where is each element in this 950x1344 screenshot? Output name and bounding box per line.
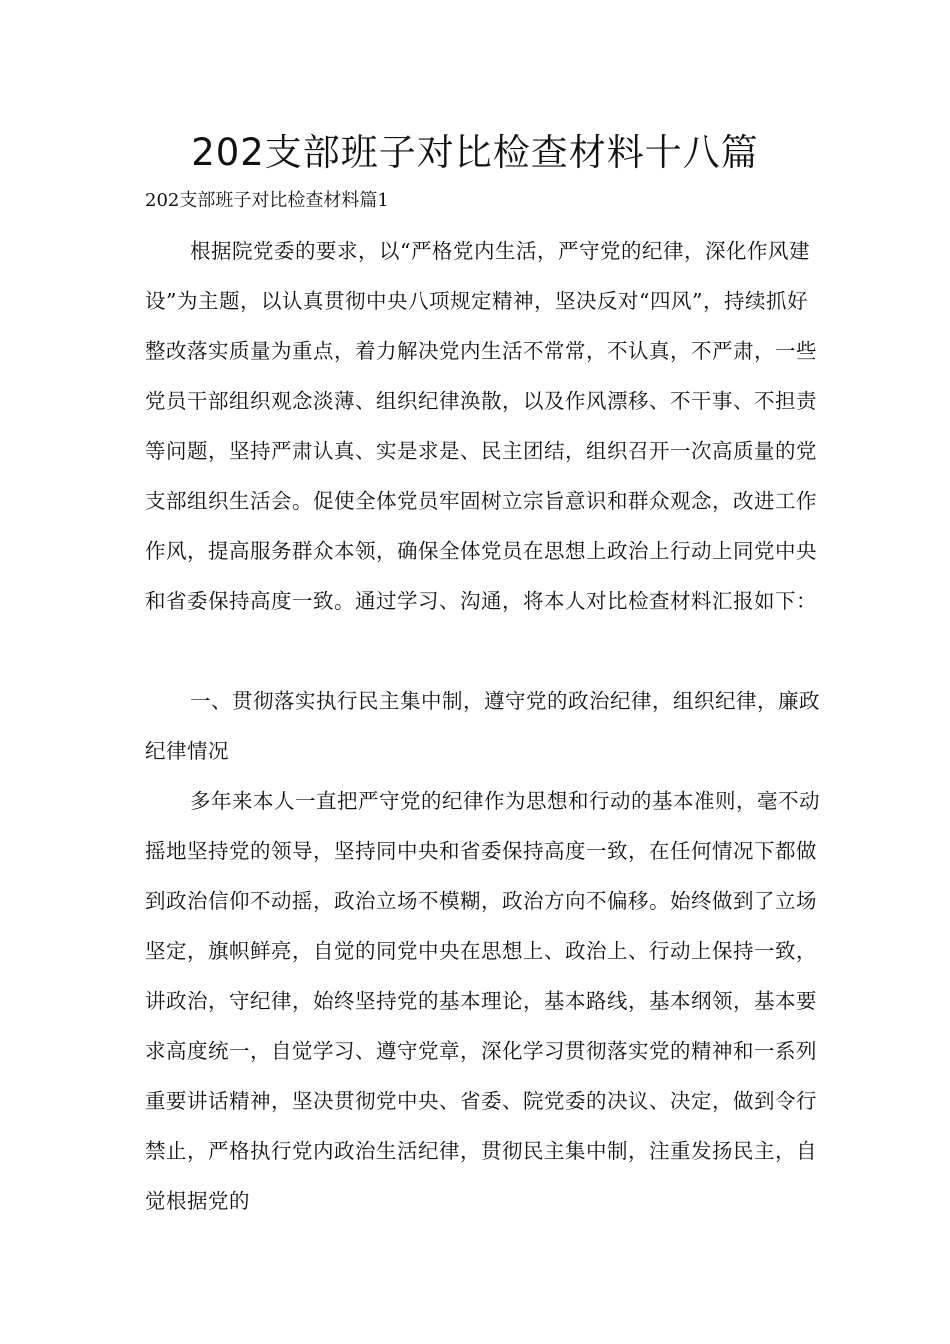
body-paragraph-block-3	[145, 776, 825, 1226]
document-title: 202支部班子对比检查材料十八篇	[191, 131, 759, 174]
body-paragraph-block-2	[145, 676, 825, 776]
body-paragraph: 多年来本人一直把严守党的纪律作为思想和行动的基本准则，毫不动摇地坚持党的领导，坚持同中央和省委保持高度一致，在任何情况下都做到政治信仰不动摇，政治立场不模糊，政治方向不偏移。始终做到了立场坚定，旗帜鲜亮，自觉的同党中央在思想上、政治上、行动上保持一致，讲政治，守纪律，始终坚持党的基本理论，基本路线，基本纲领，基本要求高度统一，自觉学习、遵守党章，深化学习贯彻落实党的精神和一系列重要讲话精神，坚决贯彻党中央、省委、院党委的决议、决定，做到令行禁止，严格执行党内政治生活纪律，贯彻民主集中制，注重发扬民主，自觉根据党的	[145, 789, 820, 1213]
document-subtitle: 202支部班子对比检查材料篇1	[145, 190, 389, 211]
body-paragraph: 根据院党委的要求，以“严格党内生活，严守党的纪律，深化作风建设”为主题，以认真贯彻中央八项规定精神，坚决反对“四风”，持续抓好整改落实质量为重点，着力解决党内生活不常常，不认真，不严肃，一些党员干部组织观念淡薄、组织纪律涣散，以及作风漂移、不干事、不担责等问题，坚持严肃认真、实是求是、民主团结，组织召开一次高质量的党支部组织生活会。促使全体党员牢固树立宗旨意识和群众观念，改进工作作风，提高服务群众本领，确保全体党员在思想上政治上行动上同党中央和省委保持高度一致。通过学习、沟通，将本人对比检查材料汇报如下：	[145, 239, 817, 613]
body-paragraph-block-1	[145, 226, 825, 626]
section-heading: 一、贯彻落实执行民主集中制，遵守党的政治纪律，组织纪律，廉政纪律情况	[145, 689, 820, 763]
